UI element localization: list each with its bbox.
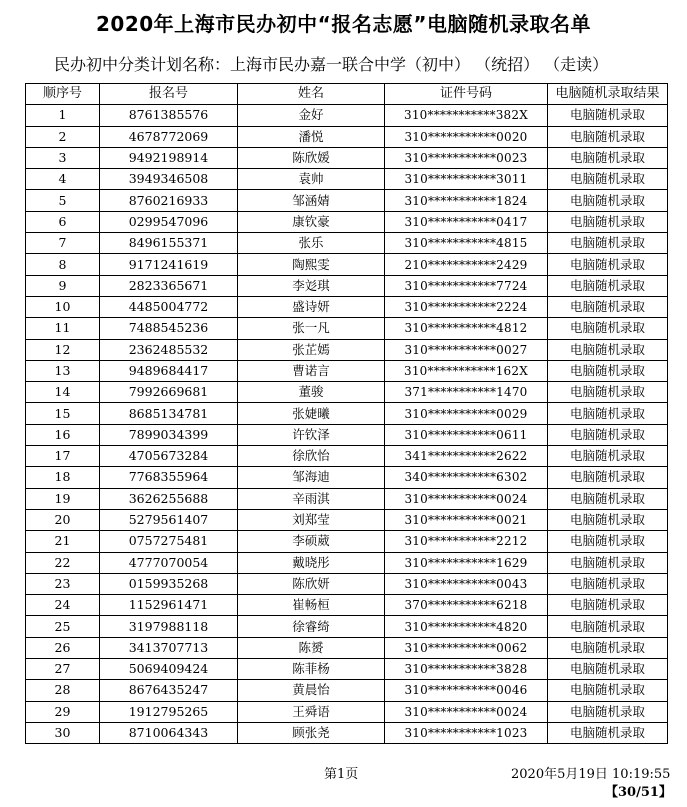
cell-reg-no: 4777070054 (100, 552, 238, 573)
cell-reg-no: 8761385576 (100, 105, 238, 126)
cell-result: 电脑随机录取 (548, 595, 668, 616)
cell-name: 辛雨淇 (238, 488, 385, 509)
cell-name: 康钦豪 (238, 211, 385, 232)
cell-result: 电脑随机录取 (548, 446, 668, 467)
cell-name: 陈赟 (238, 637, 385, 658)
table-row (26, 446, 668, 467)
cell-name: 张乐 (238, 233, 385, 254)
cell-name: 张婕曦 (238, 403, 385, 424)
cell-reg-no: 3626255688 (100, 488, 238, 509)
cell-reg-no: 0757275481 (100, 531, 238, 552)
cell-seq: 15 (26, 403, 100, 424)
cell-id-no: 310***********0417 (385, 211, 548, 232)
cell-result: 电脑随机录取 (548, 360, 668, 381)
cell-name: 陈菲杨 (238, 659, 385, 680)
cell-reg-no: 0299547096 (100, 211, 238, 232)
table-row (26, 147, 668, 168)
cell-reg-no: 9492198914 (100, 147, 238, 168)
cell-result: 电脑随机录取 (548, 233, 668, 254)
cell-id-no: 310***********0024 (385, 701, 548, 722)
cell-id-no: 310***********0021 (385, 509, 548, 530)
table-row (26, 573, 668, 594)
cell-seq: 1 (26, 105, 100, 126)
cell-name: 李彣琪 (238, 275, 385, 296)
cell-result: 电脑随机录取 (548, 659, 668, 680)
cell-result: 电脑随机录取 (548, 403, 668, 424)
cell-seq: 25 (26, 616, 100, 637)
cell-result: 电脑随机录取 (548, 573, 668, 594)
cell-result: 电脑随机录取 (548, 382, 668, 403)
table-row (26, 722, 668, 743)
cell-reg-no: 2823365671 (100, 275, 238, 296)
cell-seq: 26 (26, 637, 100, 658)
cell-name: 袁帅 (238, 169, 385, 190)
cell-result: 电脑随机录取 (548, 275, 668, 296)
cell-id-no: 370***********6218 (385, 595, 548, 616)
table-row (26, 318, 668, 339)
cell-result: 电脑随机录取 (548, 722, 668, 743)
cell-seq: 28 (26, 680, 100, 701)
header-id-no: 证件号码 (385, 84, 548, 105)
cell-name: 崔畅桓 (238, 595, 385, 616)
table-row (26, 616, 668, 637)
cell-name: 徐欣怡 (238, 446, 385, 467)
table-body (26, 105, 668, 744)
cell-id-no: 340***********6302 (385, 467, 548, 488)
cell-seq: 5 (26, 190, 100, 211)
cell-name: 黄晨怡 (238, 680, 385, 701)
cell-id-no: 310***********1629 (385, 552, 548, 573)
table-row (26, 105, 668, 126)
document-title: 2020年上海市民办初中“报名志愿”电脑随机录取名单 (96, 12, 591, 36)
table-row (26, 488, 668, 509)
cell-id-no: 310***********3011 (385, 169, 548, 190)
cell-reg-no: 4678772069 (100, 126, 238, 147)
cell-result: 电脑随机录取 (548, 169, 668, 190)
cell-seq: 4 (26, 169, 100, 190)
cell-reg-no: 8685134781 (100, 403, 238, 424)
cell-result: 电脑随机录取 (548, 126, 668, 147)
cell-seq: 21 (26, 531, 100, 552)
cell-reg-no: 7488545236 (100, 318, 238, 339)
cell-id-no: 310***********382X (385, 105, 548, 126)
cell-id-no: 310***********3828 (385, 659, 548, 680)
cell-result: 电脑随机录取 (548, 637, 668, 658)
cell-name: 戴晓彤 (238, 552, 385, 573)
table-row (26, 339, 668, 360)
cell-seq: 19 (26, 488, 100, 509)
cell-reg-no: 4705673284 (100, 446, 238, 467)
plan-name: 民办初中分类计划名称：上海市民办嘉一联合中学（初中） （统招） （走读） (54, 55, 609, 74)
table-row (26, 467, 668, 488)
cell-result: 电脑随机录取 (548, 509, 668, 530)
cell-seq: 18 (26, 467, 100, 488)
table-row (26, 254, 668, 275)
cell-name: 金好 (238, 105, 385, 126)
cell-name: 王舜语 (238, 701, 385, 722)
cell-name: 张一凡 (238, 318, 385, 339)
cell-result: 电脑随机录取 (548, 701, 668, 722)
cell-seq: 8 (26, 254, 100, 275)
cell-name: 董骏 (238, 382, 385, 403)
cell-id-no: 310***********0029 (385, 403, 548, 424)
cell-name: 张芷嫣 (238, 339, 385, 360)
cell-reg-no: 4485004772 (100, 296, 238, 317)
cell-result: 电脑随机录取 (548, 147, 668, 168)
cell-seq: 10 (26, 296, 100, 317)
table-row (26, 637, 668, 658)
cell-name: 邹涵婧 (238, 190, 385, 211)
cell-name: 许钦泽 (238, 424, 385, 445)
cell-name: 曹诺言 (238, 360, 385, 381)
cell-result: 电脑随机录取 (548, 190, 668, 211)
cell-result: 电脑随机录取 (548, 616, 668, 637)
cell-name: 盛诗妍 (238, 296, 385, 317)
cell-result: 电脑随机录取 (548, 105, 668, 126)
header-reg-no: 报名号 (100, 84, 238, 105)
cell-name: 陶熙雯 (238, 254, 385, 275)
cell-name: 邹海迪 (238, 467, 385, 488)
cell-seq: 7 (26, 233, 100, 254)
cell-name: 徐睿绮 (238, 616, 385, 637)
cell-seq: 24 (26, 595, 100, 616)
cell-id-no: 310***********2212 (385, 531, 548, 552)
cell-name: 刘郑莹 (238, 509, 385, 530)
table-row (26, 595, 668, 616)
cell-result: 电脑随机录取 (548, 296, 668, 317)
cell-reg-no: 3413707713 (100, 637, 238, 658)
cell-id-no: 310***********0611 (385, 424, 548, 445)
table-header-row (26, 84, 668, 105)
cell-id-no: 371***********1470 (385, 382, 548, 403)
table-row (26, 509, 668, 530)
cell-seq: 3 (26, 147, 100, 168)
table-row (26, 424, 668, 445)
table-row (26, 680, 668, 701)
cell-id-no: 310***********0027 (385, 339, 548, 360)
cell-result: 电脑随机录取 (548, 531, 668, 552)
cell-seq: 22 (26, 552, 100, 573)
cell-result: 电脑随机录取 (548, 680, 668, 701)
header-result: 电脑随机录取结果 (548, 84, 668, 105)
cell-seq: 17 (26, 446, 100, 467)
cell-reg-no: 3949346508 (100, 169, 238, 190)
cell-reg-no: 5069409424 (100, 659, 238, 680)
cell-name: 顾张尧 (238, 722, 385, 743)
cell-result: 电脑随机录取 (548, 318, 668, 339)
cell-seq: 2 (26, 126, 100, 147)
cell-name: 李硕葳 (238, 531, 385, 552)
cell-id-no: 310***********2224 (385, 296, 548, 317)
cell-seq: 16 (26, 424, 100, 445)
table-row (26, 360, 668, 381)
cell-reg-no: 8710064343 (100, 722, 238, 743)
cell-result: 电脑随机录取 (548, 254, 668, 275)
table-row (26, 382, 668, 403)
cell-reg-no: 1152961471 (100, 595, 238, 616)
cell-id-no: 341***********2622 (385, 446, 548, 467)
cell-id-no: 310***********0024 (385, 488, 548, 509)
cell-result: 电脑随机录取 (548, 552, 668, 573)
cell-seq: 6 (26, 211, 100, 232)
table-row (26, 552, 668, 573)
table-row (26, 403, 668, 424)
cell-result: 电脑随机录取 (548, 467, 668, 488)
print-timestamp: 2020年5月19日 10:19:55 (511, 767, 671, 782)
page-count: 【30/51】 (605, 785, 672, 800)
cell-id-no: 310***********4815 (385, 233, 548, 254)
table-row (26, 233, 668, 254)
cell-seq: 29 (26, 701, 100, 722)
cell-reg-no: 9489684417 (100, 360, 238, 381)
cell-reg-no: 0159935268 (100, 573, 238, 594)
table-row (26, 169, 668, 190)
cell-reg-no: 3197988118 (100, 616, 238, 637)
cell-seq: 12 (26, 339, 100, 360)
cell-seq: 23 (26, 573, 100, 594)
table-row (26, 531, 668, 552)
cell-id-no: 310***********1023 (385, 722, 548, 743)
cell-seq: 9 (26, 275, 100, 296)
table-row (26, 659, 668, 680)
cell-reg-no: 8676435247 (100, 680, 238, 701)
cell-reg-no: 8760216933 (100, 190, 238, 211)
cell-reg-no: 2362485532 (100, 339, 238, 360)
table-row (26, 296, 668, 317)
cell-name: 潘悦 (238, 126, 385, 147)
cell-id-no: 310***********0043 (385, 573, 548, 594)
cell-reg-no: 8496155371 (100, 233, 238, 254)
cell-seq: 20 (26, 509, 100, 530)
header-seq: 顺序号 (26, 84, 100, 105)
cell-reg-no: 7768355964 (100, 467, 238, 488)
cell-id-no: 310***********0046 (385, 680, 548, 701)
header-name: 姓名 (238, 84, 385, 105)
table-row (26, 701, 668, 722)
table-row (26, 126, 668, 147)
cell-id-no: 310***********7724 (385, 275, 548, 296)
cell-id-no: 310***********4820 (385, 616, 548, 637)
cell-result: 电脑随机录取 (548, 211, 668, 232)
admission-table (25, 83, 668, 744)
cell-id-no: 310***********0020 (385, 126, 548, 147)
cell-result: 电脑随机录取 (548, 339, 668, 360)
cell-id-no: 310***********4812 (385, 318, 548, 339)
cell-seq: 30 (26, 722, 100, 743)
cell-id-no: 310***********0023 (385, 147, 548, 168)
cell-id-no: 210***********2429 (385, 254, 548, 275)
cell-reg-no: 7899034399 (100, 424, 238, 445)
cell-reg-no: 1912795265 (100, 701, 238, 722)
cell-seq: 27 (26, 659, 100, 680)
cell-reg-no: 9171241619 (100, 254, 238, 275)
cell-id-no: 310***********0062 (385, 637, 548, 658)
cell-seq: 11 (26, 318, 100, 339)
page-number: 第1页 (324, 767, 359, 782)
cell-result: 电脑随机录取 (548, 488, 668, 509)
cell-name: 陈欣媛 (238, 147, 385, 168)
table-row (26, 211, 668, 232)
cell-seq: 13 (26, 360, 100, 381)
cell-id-no: 310***********1824 (385, 190, 548, 211)
cell-reg-no: 5279561407 (100, 509, 238, 530)
cell-reg-no: 7992669681 (100, 382, 238, 403)
cell-seq: 14 (26, 382, 100, 403)
table-row (26, 275, 668, 296)
cell-id-no: 310***********162X (385, 360, 548, 381)
cell-result: 电脑随机录取 (548, 424, 668, 445)
table-row (26, 190, 668, 211)
cell-name: 陈欣妍 (238, 573, 385, 594)
